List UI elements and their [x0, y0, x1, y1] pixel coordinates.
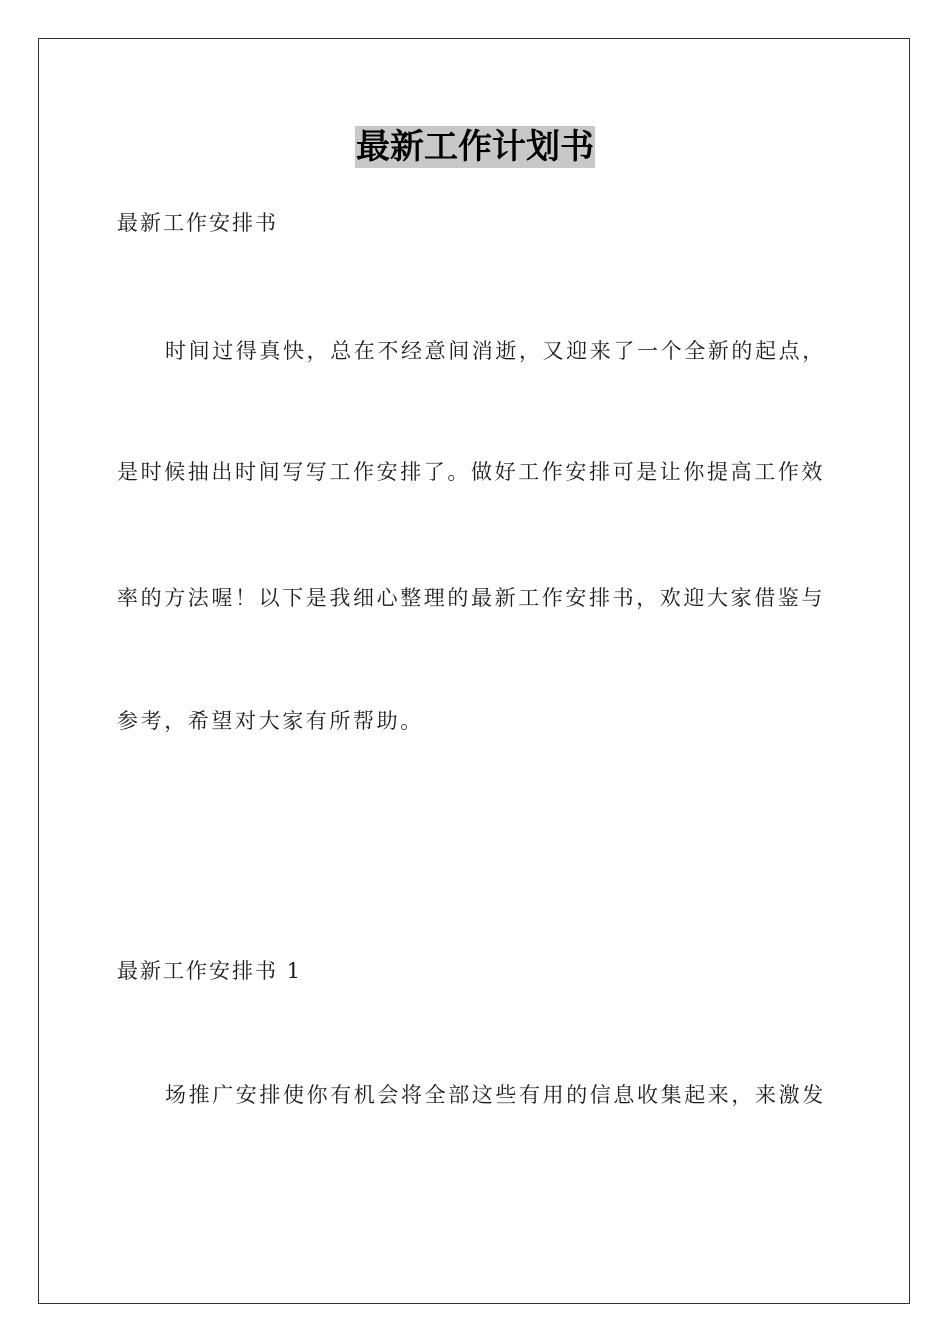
- paragraph-line: 是时候抽出时间写写工作安排了。做好工作安排可是让你提高工作效: [117, 460, 825, 484]
- section-heading: 最新工作安排书 1: [117, 959, 303, 983]
- paragraph-line: 率的方法喔！以下是我细心整理的最新工作安排书，欢迎大家借鉴与: [117, 586, 825, 610]
- title-container: [0, 126, 950, 168]
- document-subtitle: 最新工作安排书: [117, 211, 278, 235]
- paragraph-line: 场推广安排使你有机会将全部这些有用的信息收集起来，来激发: [165, 1083, 826, 1107]
- paragraph-line: 参考，希望对大家有所帮助。: [117, 709, 424, 733]
- paragraph-line: 时间过得真快，总在不经意间消逝，又迎来了一个全新的起点，: [165, 339, 826, 363]
- document-title: 最新工作计划书: [356, 127, 594, 167]
